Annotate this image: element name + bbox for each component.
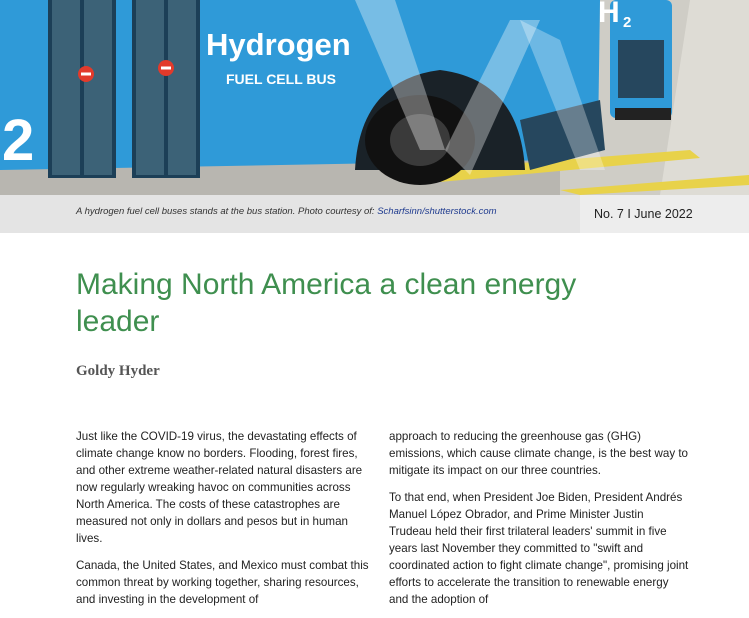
paragraph: Canada, the United States, and Mexico must combat this common threat by working together, sharing resources, and investing in the development of [76, 559, 369, 606]
article-title: Making North America a clean energy leader [76, 268, 577, 338]
bus-brand-text: Hydrogen [206, 27, 351, 62]
article-column-1 [76, 428, 376, 618]
issue-label: No. 7 I June 2022 [594, 207, 693, 221]
hero-image [0, 0, 749, 195]
issue-badge [580, 195, 749, 233]
bus-number-text: 2 [2, 108, 35, 173]
article-author: Goldy Hyder [76, 363, 160, 379]
h2-sub-text: 2 [623, 14, 632, 31]
paragraph: To that end, when President Joe Biden, President Andrés Manuel López Obrador, and Prime Minister Justin Trudeau held their first trilateral leaders' summit in five years last November they committed to "swift and coordinated action to fight climate change", promising joint efforts to accelerate the transition to renewable energy and the adoption of [389, 491, 689, 606]
article-column-2 [389, 428, 689, 618]
h2-mark-text: H [598, 0, 620, 29]
photo-caption [76, 206, 497, 217]
paragraph: approach to reducing the greenhouse gas (GHG) emissions, which cause climate change, is the best way to mitigate its impact on our three countries. [389, 430, 689, 477]
paragraph: Just like the COVID-19 virus, the devastating effects of climate change know no borders. Flooding, forest fires, and other extreme weather-related natural disasters are now regularly wreaking havoc on communities across North America. The costs of these catastrophes are measured not only in dollars and pesos but in human lives. [76, 430, 363, 545]
photo-credit-link[interactable]: Scharfsinn/shutterstock.com [377, 206, 497, 217]
caption-text: A hydrogen fuel cell buses stands at the bus station. Photo courtesy of: [76, 206, 378, 217]
hydrogen-bus-photo [0, 0, 749, 195]
bus-subtitle-text: FUEL CELL BUS [226, 71, 336, 87]
